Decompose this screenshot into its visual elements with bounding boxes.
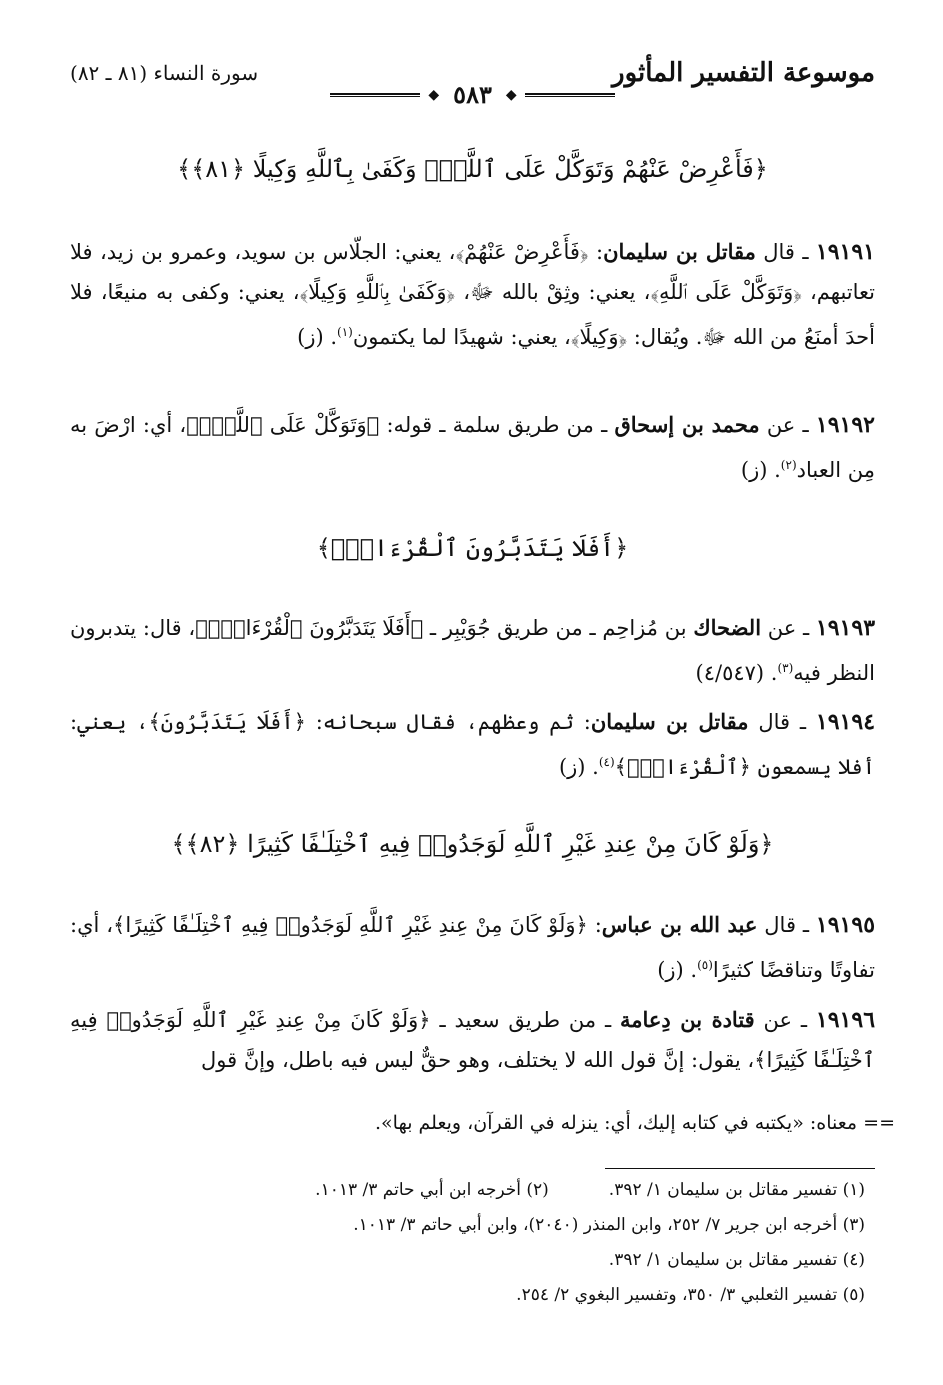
entry-prefix: ـ عن bbox=[759, 413, 816, 437]
footnote-separator bbox=[605, 1168, 875, 1169]
footnote-ref: (٣) bbox=[777, 661, 794, 675]
narrator-name: محمد بن إسحاق bbox=[614, 412, 760, 437]
entry-19191 bbox=[70, 232, 875, 357]
footnote-5: (٥) تفسير الثعلبي ٣/ ٣٥٠، وتفسير البغوي ٢/ ٢٥٤. bbox=[516, 1285, 865, 1305]
entry-number: ١٩١٩٢ bbox=[815, 412, 875, 438]
entry-end: . (ز) bbox=[297, 325, 338, 349]
entry-text: : ﴿وَلَوْ كَانَ مِنْ عِندِ غَيْرِ ٱللَّهِ لَوَجَدُوا۟ فِيهِ ٱخْتِلَـٰفًا كَثِيرًا﴾، أي: تفاوتًا وتناقضًا كثيرًا bbox=[70, 913, 875, 982]
entry-19196 bbox=[70, 1000, 875, 1080]
entry-text: ـ من طريق سلمة ـ قوله: ﴿وَتَوَكَّلْ عَلَى ٱللَّهِۚ﴾، أي: ارْضَ به مِن العباد bbox=[70, 413, 875, 482]
ornament-icon: ◆ bbox=[505, 86, 517, 103]
entry-19192 bbox=[70, 405, 875, 490]
narrator-name: قتادة بن دِعامة bbox=[619, 1007, 755, 1032]
footnote-1: (١) تفسير مقاتل بن سليمان ١/ ٣٩٢. bbox=[608, 1180, 865, 1200]
footnote-ref: (٥) bbox=[697, 958, 713, 972]
header-rule-left bbox=[330, 93, 420, 97]
entry-end: . (ز) bbox=[558, 755, 599, 779]
narrator-name: مقاتل بن سليمان bbox=[590, 709, 749, 734]
footnote-row bbox=[70, 1180, 865, 1200]
entry-end: . (ز) bbox=[740, 458, 781, 482]
entry-number: ١٩١٩٥ bbox=[815, 912, 876, 938]
page-number-bar bbox=[330, 80, 615, 109]
page-number: ٥٨٣ bbox=[453, 80, 492, 109]
page bbox=[70, 50, 895, 1305]
entry-end: . (٤/٥٤٧) bbox=[695, 661, 778, 685]
footnote-ref: (٤) bbox=[598, 755, 615, 769]
footnote-3: (٣) أخرجه ابن جرير ٧/ ٢٥٢، وابن المنذر (٢٠٤٠)، وابن أبي حاتم ٣/ ١٠١٣. bbox=[353, 1215, 865, 1235]
entry-end: . (ز) bbox=[657, 958, 698, 982]
narrator-name: عبد الله بن عباس bbox=[601, 912, 758, 937]
entry-text: : ثم وعظهم، فقال سبحانه: ﴿أَفَلَا يَتَدَبَّرُونَ﴾، يعني: أفلا يسمعون ﴿ٱلْقُرْءَانَۚ﴾ bbox=[70, 710, 875, 779]
footnote-4: (٤) تفسير مقاتل بن سليمان ١/ ٣٩٢. bbox=[608, 1250, 865, 1270]
entry-text: بن مُزاحِم ـ من طريق جُوَيْبِر ـ ﴿أَفَلَا يَتَدَبَّرُونَ ٱلْقُرْءَانَۚ﴾، قال: يتدبرون النظر فيه bbox=[70, 616, 875, 685]
entry-19194 bbox=[70, 702, 875, 787]
entry-number: ١٩١٩٤ bbox=[815, 709, 876, 735]
entry-prefix: ـ عن bbox=[754, 1008, 816, 1032]
entry-19193 bbox=[70, 608, 875, 693]
entry-prefix: ـ قال bbox=[755, 240, 816, 264]
entry-text: : ﴿فَأَعْرِضْ عَنْهُمْ﴾، يعني: الجلّاس بن سويد، وعمرو بن زيد، فلا تعاتبهم، ﴿وَتَوَكَّلْ عَلَى ٱللَّهِ﴾، يعني: وثِقْ بالله ﷻ، ﴿وَكَفَىٰ بِٱللَّهِ وَكِيلًا﴾، يعني: وكفى به منيعًا، فلا أحدَ أمنَعُ من الله ﷻ. ويُقال: ﴿وَكِيلًا﴾، يعني: شهيدًا لما يكتمون bbox=[70, 240, 875, 349]
narrator-name: الضحاك bbox=[693, 615, 762, 640]
entry-number: ١٩١٩٣ bbox=[815, 615, 876, 641]
book-title: موسوعة التفسير المأثور bbox=[612, 58, 875, 88]
entry-prefix: ـ قال bbox=[748, 710, 816, 734]
entry-number: ١٩١٩٦ bbox=[815, 1007, 876, 1033]
footnote-2: (٢) أخرجه ابن أبي حاتم ٣/ ١٠١٣. bbox=[315, 1180, 549, 1200]
header-rule-right bbox=[525, 93, 615, 97]
verse-heading-82b: ﴿وَلَوْ كَانَ مِنْ عِندِ غَيْرِ ٱللَّهِ لَوَجَدُوا۟ فِيهِ ٱخْتِلَـٰفًا كَثِيرًا ﴿٨٢﴾﴾ bbox=[171, 830, 774, 858]
entry-prefix: ـ عن bbox=[761, 616, 816, 640]
narrator-name: مقاتل بن سليمان bbox=[603, 239, 756, 264]
verse-heading-82a: ﴿أَفَلَا يَتَدَبَّرُونَ ٱلْقُرْءَانَۚ﴾ bbox=[316, 534, 629, 562]
verse-heading-81: ﴿فَأَعْرِضْ عَنْهُمْ وَتَوَكَّلْ عَلَى ٱللَّهِۚ وَكَفَىٰ بِٱللَّهِ وَكِيلًا ﴿٨١﴾﴾ bbox=[177, 155, 768, 183]
ornament-icon: ◆ bbox=[428, 86, 440, 103]
entry-number: ١٩١٩١ bbox=[815, 239, 875, 265]
entry-19195 bbox=[70, 905, 875, 990]
surah-title: سورة النساء (٨١ ـ ٨٢) bbox=[70, 61, 259, 85]
continuation-note: == معناه: «يكتبه في كتابه إليك، أي: ينزله في القرآن، ويعلم بها». bbox=[374, 1112, 895, 1134]
entry-text: ـ من طريق سعيد ـ ﴿وَلَوْ كَانَ مِنْ عِندِ غَيْرِ ٱللَّهِ لَوَجَدُوا۟ فِيهِ ٱخْتِلَـٰفًا كَثِيرًا﴾، يقول: إنَّ قول الله لا يختلف، وهو حقٌّ ليس فيه باطل، وإنَّ قول bbox=[70, 1008, 875, 1072]
footnote-ref: (٢) bbox=[780, 458, 797, 472]
entry-prefix: ـ قال bbox=[757, 913, 816, 937]
footnote-ref: (١) bbox=[337, 325, 353, 339]
